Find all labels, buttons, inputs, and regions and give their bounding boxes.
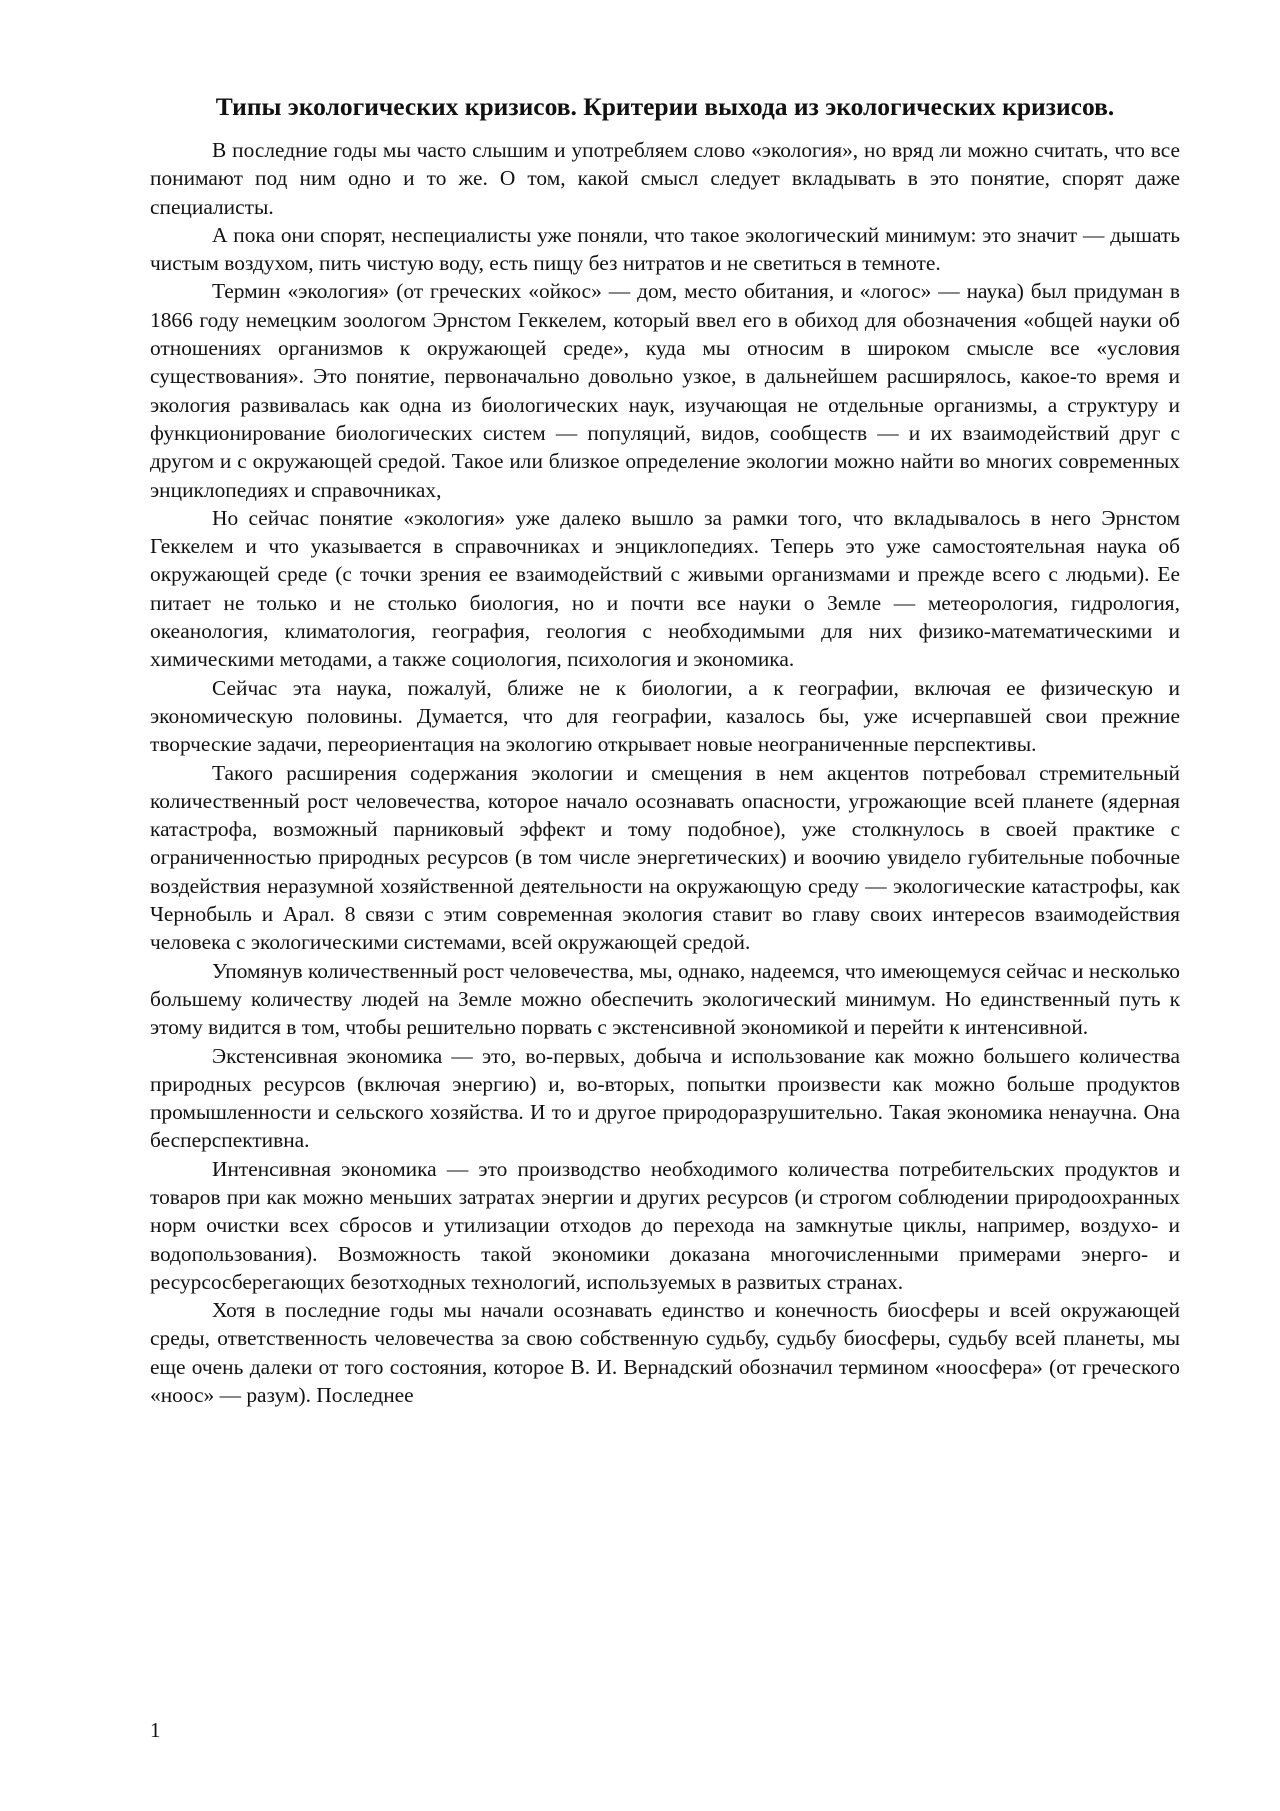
document-page xyxy=(150,92,1180,1409)
paragraph: Сейчас эта наука, пожалуй, ближе не к биологии, а к географии, включая ее физическую и экономическую половины. Думается, что для географии, казалось бы, уже исчерпавшей свои прежние творческие задачи, переориентация на экологию открывает новые неограниченные перспективы. xyxy=(150,675,1180,757)
paragraph: Интенсивная экономика — это производство необходимого количества потребительских продуктов и товаров при как можно меньших затратах энергии и других ресурсов (и строгом соблюдении природоохранных норм очистки всех сбросов и утилизации отходов до перехода на замкнутые циклы, например, воздухо- и водопользования). Возможность такой экономики доказана многочисленными примерами энерго- и ресурсосберегающих безотходных технологий, используемых в развитых странах. xyxy=(150,1156,1180,1294)
paragraph: В последние годы мы часто слышим и употребляем слово «экология», но вряд ли можно считать, что все понимают под ним одно и то же. О том, какой смысл следует вкладывать в это понятие, спорят даже специалисты. xyxy=(150,138,1180,219)
paragraph: Экстенсивная экономика — это, во-первых, добыча и использование как можно большего количества природных ресурсов (включая энергию) и, во-вторых, попытки произвести как можно больше продуктов промышленности и сельского хозяйства. И то и другое природоразрушительно. Такая экономика ненаучна. Она бесперспективна. xyxy=(150,1043,1180,1153)
paragraph: Упомянув количественный рост человечества, мы, однако, надеемся, что имеющемуся сейчас и несколько большему количеству людей на Земле можно обеспечить экологический минимум. Но единственный путь к этому видится в том, чтобы решительно порвать с экстенсивной экономикой и перейти к интенсивной. xyxy=(150,958,1180,1040)
paragraph: Но сейчас понятие «экология» уже далеко вышло за рамки того, что вкладывалось в него Эрнстом Геккелем и что указывается в справочниках и энциклопедиях. Теперь это уже самостоятельная наука об окружающей среде (с точки зрения ее взаимодействий с живыми организмами и прежде всего с людьми). Ее питает не только и не столько биология, но и почти все науки о Земле — метеорология, гидрология, океанология, климатология, география, геология с необходимыми для них физико-математическими и химическими методами, а также социология, психология и экономика. xyxy=(150,505,1180,672)
paragraph: Термин «экология» (от греческих «ойкос» — дом, место обитания, и «логос» — наука) был придуман в 1866 году немецким зоологом Эрнстом Геккелем, который ввел его в обиход для обозначения «общей науки об отношениях организмов к окружающей среде», куда мы относим в широком смысле все «условия существования». Это понятие, первоначально довольно узкое, в дальнейшем расширялось, какое-то время и экология развивалась как одна из биологических наук, изучающая не отдельные организмы, а структуру и функционирование биологических систем — популяций, видов, сообществ — и их взаимодействий друг с другом и с окружающей средой. Такое или близкое определение экологии можно найти во многих современных энциклопедиях и справочниках, xyxy=(150,279,1180,502)
paragraph: А пока они спорят, неспециалисты уже поняли, что такое экологический минимум: это значит — дышать чистым воздухом, пить чистую воду, есть пищу без нитратов и не светиться в темноте. xyxy=(150,222,1180,276)
page-number: 1 xyxy=(150,1718,161,1742)
paragraph: Такого расширения содержания экологии и смещения в нем акцентов потребовал стремительный количественный рост человечества, которое начало осознавать опасности, угрожающие всей планете (ядерная катастрофа, возможный парниковый эффект и тому подобное), уже столкнулось в своей практике с ограниченностью природных ресурсов (в том числе энергетических) и воочию увидело губительные побочные воздействия неразумной хозяйственной деятельности на окружающую среду — экологические катастрофы, как Чернобыль и Арал. 8 связи с этим современная экология ставит во главу своих интересов взаимодействия человека с экологическими системами, всей окружающей средой. xyxy=(150,760,1180,955)
document-title: Типы экологических кризисов. Критерии выхода из экологических кризисов. xyxy=(215,92,1115,121)
paragraph: Хотя в последние годы мы начали осознавать единство и конечность биосферы и всей окружающей среды, ответственность человечества за свою собственную судьбу, судьбу биосферы, судьбу всей планеты, мы еще очень далеки от того состояния, которое В. И. Вернадский обозначил термином «ноосфера» (от греческого «ноос» — разум). Последнее xyxy=(150,1298,1180,1408)
